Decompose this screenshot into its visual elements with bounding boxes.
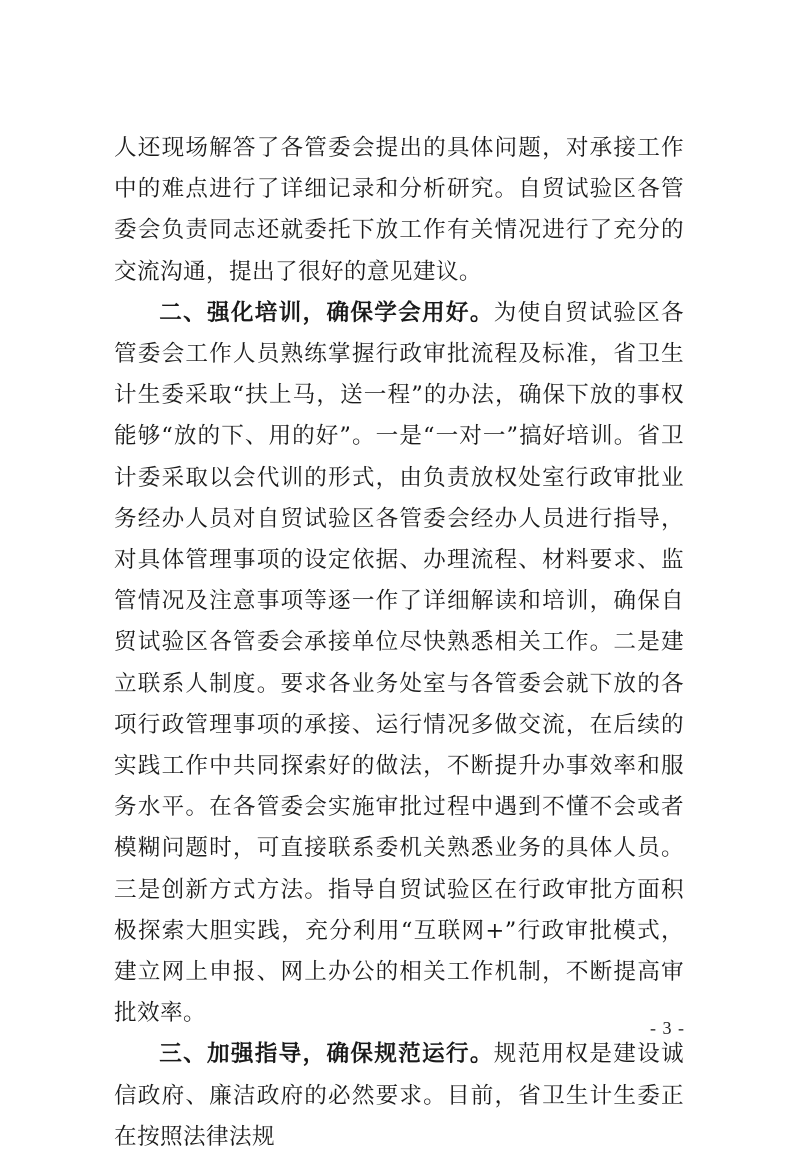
paragraph-text: 规范用权是建设诚信政府、廉洁政府的必然要求。目前，省卫生计生委正在按照法律法规 [114, 1041, 684, 1150]
paragraph-continuation [114, 128, 684, 293]
paragraph-text: 为使自贸试验区各管委会工作人员熟练掌握行政审批流程及标准，省卫生计生委采取“扶上马，送一程”的办法，确保下放的事权能够“放的下、用的好”。一是“一对一”搞好培训。省卫计委采取以会代训的形式，由负责放权处室行政审批业务经办人员对自贸试验区各管委会经办人员进行指导，对具体管理事项的设定依据、办理流程、材料要求、监管情况及注意事项等逐一作了详细解读和培训，确保自贸试验区各管委会承接单位尽快熟悉相关工作。二是建立联系人制度。要求各业务处室与各管委会就下放的各项行政管理事项的承接、运行情况多做交流，在后续的实践工作中共同探索好的做法，不断提升办事效率和服务水平。在各管委会实施审批过程中遇到不懂不会或者模糊问题时，可直接联系委机关熟悉业务的具体人员。三是创新方式方法。指导自贸试验区在行政审批方面积极探索大胆实践，充分利用“互联网+”行政审批模式，建立网上申报、网上办公的相关工作机制，不断提高审批效率。 [114, 299, 684, 1027]
paragraph-section-two [114, 293, 684, 1035]
page-number: - 3 - [650, 1018, 685, 1038]
paragraph-section-three [114, 1034, 684, 1158]
section-heading-two: 二、强化培训，确保学会用好。 [159, 299, 494, 326]
section-heading-three: 三、加强指导，确保规范运行。 [159, 1041, 494, 1068]
paragraph-text: 人还现场解答了各管委会提出的具体问题，对承接工作中的难点进行了详细记录和分析研究。自贸试验区各管委会负责同志还就委托下放工作有关情况进行了充分的交流沟通，提出了很好的意见建议。 [114, 135, 684, 285]
document-body [114, 128, 684, 1158]
